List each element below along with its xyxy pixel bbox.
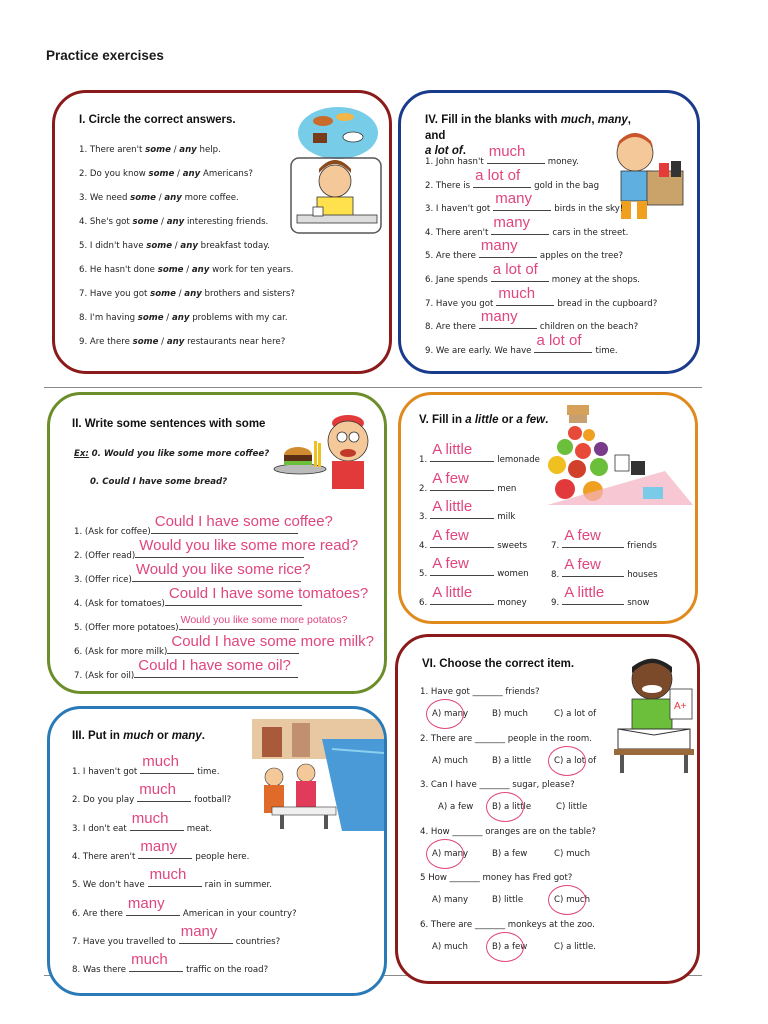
option-some: some <box>150 289 176 299</box>
exercise-line: 2. There is a lot of gold in the bag <box>425 166 600 191</box>
answer-blank[interactable] <box>487 143 545 164</box>
exercise-line: 3. A little milk <box>419 498 516 523</box>
answer-circle <box>486 932 524 962</box>
option-some: some <box>137 313 164 323</box>
answer-option[interactable]: C) much <box>554 895 591 906</box>
handwritten-answer: many <box>140 837 178 855</box>
handwritten-answer: A little <box>564 584 605 602</box>
section-5-box <box>398 392 698 624</box>
answer-option[interactable]: A) many <box>432 848 469 859</box>
answer-blank[interactable] <box>473 166 531 188</box>
section-2-title: II. Write some sentences with some <box>72 418 266 430</box>
answer-blank[interactable] <box>493 190 551 211</box>
answer-blank[interactable] <box>491 261 549 282</box>
handwritten-answer: many <box>480 237 518 255</box>
handwritten-answer: A little <box>432 584 473 601</box>
exercise-line: 5. I didn't have some / any breakfast today. <box>79 241 270 251</box>
option-some: some <box>157 265 184 275</box>
handwritten-answer: Could I have some coffee? <box>154 513 333 530</box>
answer-blank[interactable] <box>140 753 194 774</box>
answer-blank[interactable] <box>491 213 549 235</box>
option-any: any <box>164 193 182 203</box>
exercise-line: 7. Have you got some / any brothers and sisters? <box>79 289 295 299</box>
answer-option[interactable]: C) a lot of <box>554 755 597 766</box>
handwritten-answer: A few <box>432 469 469 487</box>
answer-option[interactable]: A) many <box>432 895 469 906</box>
handwritten-answer: Would you like some more potatos? <box>180 614 348 626</box>
handwritten-answer: Could I have some tomatoes? <box>168 585 369 602</box>
answer-blank[interactable] <box>430 441 494 462</box>
answer-option[interactable]: A) many <box>432 709 469 719</box>
exercise-line: 9. Are there some / any restaurants near here? <box>79 337 286 347</box>
exercise-line: 3. I don't eat much meat. <box>72 809 212 834</box>
food-pyramid-illustration <box>545 401 695 513</box>
exercise-line: 2. Do you play much football? <box>72 781 232 806</box>
exercise-line: 8. Was there much traffic on the road? <box>72 951 269 976</box>
answer-blank[interactable] <box>137 781 191 802</box>
option-any: any <box>182 169 201 179</box>
handwritten-answer: A little <box>432 498 473 516</box>
exercise-line: 3. I haven't got many birds in the sky! <box>425 190 624 215</box>
answer-blank[interactable] <box>479 237 537 258</box>
exercise-line: 4. She's got some / any interesting friends. <box>79 217 269 227</box>
handwritten-answer: much <box>142 753 179 770</box>
handwritten-answer: many <box>480 308 518 326</box>
handwritten-answer: much <box>131 809 169 827</box>
exercise-line: 1. There aren't some / any help. <box>79 145 221 155</box>
answer-option[interactable]: B) little <box>492 895 524 906</box>
exercise-line: 7. A few friends <box>551 527 657 551</box>
section-2-box <box>47 392 387 694</box>
handwritten-answer: many <box>495 190 532 208</box>
exercise-line: 3. We need some / any more coffee. <box>79 193 239 203</box>
exercise-line: 8. I'm having some / any problems with my car. <box>79 313 288 323</box>
answer-circle <box>548 885 586 915</box>
svg-text:A+: A+ <box>674 701 687 712</box>
exercise-line: 4. (Ask for tomatoes) Could I have some tomatoes? <box>74 585 369 609</box>
handwritten-answer: much <box>131 951 168 969</box>
exercise-line: 7. Have you got much bread in the cupboard? <box>425 284 658 309</box>
handwritten-answer: much <box>139 781 176 799</box>
exercise-line: 4. A few sweets <box>419 526 528 551</box>
section-6-box <box>395 634 700 984</box>
handwritten-answer: Would you like some rice? <box>135 561 311 578</box>
answer-blank[interactable] <box>479 308 537 329</box>
handwritten-answer: a lot of <box>536 331 582 349</box>
answer-option[interactable]: B) a little <box>492 755 532 766</box>
section-4-box <box>398 90 700 374</box>
section-1-box <box>52 90 392 374</box>
handwritten-answer: a lot of <box>492 261 538 278</box>
exercise-line: 1. A little lemonade <box>419 441 540 465</box>
exercise-line: 8. Are there many children on the beach? <box>425 308 639 333</box>
exercise-line: 7. Have you travelled to many countries? <box>72 922 281 947</box>
exercise-line: 5. Are there many apples on the tree? <box>425 237 624 262</box>
section-3-title: III. Put in much or many. <box>72 730 205 742</box>
exercise-line: 5. We don't have much rain in summer. <box>72 866 273 891</box>
exercise-line: 7. (Ask for oil) Could I have some oil? <box>74 667 298 681</box>
option-any: any <box>166 217 185 227</box>
option-any: any <box>166 337 185 347</box>
answer-option[interactable]: B) a few <box>492 848 528 859</box>
section-4-title: IV. Fill in the blanks with much, many, and a lot of. <box>425 114 631 158</box>
option-some: some <box>130 193 156 203</box>
answer-option[interactable]: B) a few <box>492 942 528 952</box>
question-line: 5 How _______ money has Fred got? <box>420 873 573 884</box>
question-line: 4. How _______ oranges are on the table? <box>420 826 596 837</box>
option-some: some <box>132 217 159 227</box>
question-line: 1. Have got _______ friends? <box>420 687 540 697</box>
handwritten-answer: Could I have some oil? <box>138 657 291 674</box>
answer-option[interactable]: A) much <box>432 942 468 952</box>
handwritten-answer: Could I have some more milk? <box>171 633 374 650</box>
handwritten-answer: much <box>498 284 536 302</box>
section-1-title: I. Circle the correct answers. <box>79 114 236 126</box>
answer-option[interactable]: B) a little <box>492 802 532 813</box>
exercise-line: 8. A few houses <box>551 555 658 580</box>
exercise-line: 6. He hasn't done some / any work for ten years. <box>79 265 294 275</box>
answer-blank[interactable] <box>534 331 592 353</box>
section-3-box <box>47 706 387 996</box>
exercise-line: 2. (Offer read) Would you like some more read? <box>74 537 359 561</box>
handwritten-answer: many <box>127 894 165 912</box>
option-any: any <box>184 289 202 299</box>
option-some: some <box>132 337 159 347</box>
exercise-line: 6. (Ask for more milk) Could I have some more milk? <box>74 633 374 657</box>
exercise-line: 6. Are there many American in your country? <box>72 894 297 919</box>
divider-line <box>44 387 702 388</box>
answer-blank[interactable] <box>138 837 192 859</box>
answer-blank[interactable] <box>130 809 184 831</box>
option-any: any <box>171 313 190 323</box>
option-some: some <box>148 169 175 179</box>
exercise-line: 1. I haven't got much time. <box>72 753 220 777</box>
section-6-title: VI. Choose the correct item. <box>422 658 575 670</box>
exercise-line: 4. There aren't many people here. <box>72 837 250 862</box>
answer-blank[interactable] <box>179 922 233 944</box>
answer-blank[interactable] <box>148 866 202 887</box>
section-5-title: V. Fill in a little or a few. <box>419 414 549 426</box>
exercise-line: 6. A little money <box>419 584 527 608</box>
answer-option[interactable]: C) little <box>556 802 588 813</box>
waiter-with-burger-illustration <box>272 397 384 493</box>
handwritten-answer: A little <box>432 441 473 458</box>
answer-option[interactable]: C) much <box>554 848 591 859</box>
handwritten-answer: many <box>493 213 531 231</box>
option-some: some <box>146 241 173 251</box>
answer-option[interactable]: B) much <box>492 709 528 719</box>
question-line: 2. There are _______ people in the room. <box>420 733 592 744</box>
handwritten-answer: Would you like some more read? <box>139 537 359 554</box>
answer-blank[interactable] <box>129 951 183 972</box>
exercise-line: 9. A little snow <box>551 584 650 609</box>
question-line: 3. Can I have _______ sugar, please? <box>420 780 575 791</box>
exercise-line: 5. (Offer more potatoes) Would you like some more potatos? <box>74 614 348 633</box>
exercise-line: 1. (Ask for coffee) Could I have some coffee? <box>74 513 333 537</box>
student-with-book-illustration <box>610 649 700 777</box>
exercise-line: 6. Jane spends a lot of money at the shops. <box>425 261 641 285</box>
option-any: any <box>180 241 198 251</box>
answer-circle <box>426 699 464 729</box>
handwritten-answer: many <box>180 922 218 940</box>
exercise-line: 5. A few women <box>419 555 529 580</box>
breakfast-boy-illustration <box>283 103 387 243</box>
exercise-line: 3. (Offer rice) Would you like some rice? <box>74 561 311 585</box>
example-line: 0. Could I have some bread? <box>90 477 228 487</box>
answer-blank[interactable] <box>496 284 554 306</box>
answer-blank[interactable] <box>126 894 180 916</box>
handwritten-answer: A few <box>432 526 469 544</box>
exercise-line: 2. Do you know some / any Americans? <box>79 169 253 179</box>
option-any: any <box>179 145 197 155</box>
page-title: Practice exercises <box>46 48 164 63</box>
handwritten-answer: A few <box>564 527 601 544</box>
outdoor-cafe-illustration <box>252 719 384 831</box>
example-line: Ex: 0. Would you like some more coffee? <box>74 449 270 459</box>
exercise-line: 4. There aren't many cars in the street. <box>425 213 629 238</box>
answer-circle <box>548 746 586 776</box>
handwritten-answer: much <box>149 866 187 884</box>
answer-circle <box>426 839 464 869</box>
handwritten-answer: A few <box>432 555 469 573</box>
handwritten-answer: much <box>488 143 526 160</box>
exercise-line: 1. John hasn't much money. <box>425 143 579 167</box>
handwritten-answer: A few <box>564 555 601 573</box>
answer-blank[interactable] <box>430 555 494 576</box>
answer-circle <box>486 792 524 822</box>
exercise-line: 2. A few men <box>419 469 517 494</box>
option-some: some <box>145 145 171 155</box>
answer-option[interactable]: A) a few <box>438 802 474 813</box>
option-any: any <box>191 265 210 275</box>
answer-option[interactable]: C) a lot of <box>554 709 597 719</box>
exercise-line: 9. We are early. We have a lot of time. <box>425 331 618 356</box>
question-line: 6. There are _______ monkeys at the zoo. <box>420 920 595 930</box>
handwritten-answer: a lot of <box>475 166 521 184</box>
answer-option[interactable]: C) a little. <box>554 942 597 952</box>
answer-option[interactable]: A) much <box>432 755 468 766</box>
